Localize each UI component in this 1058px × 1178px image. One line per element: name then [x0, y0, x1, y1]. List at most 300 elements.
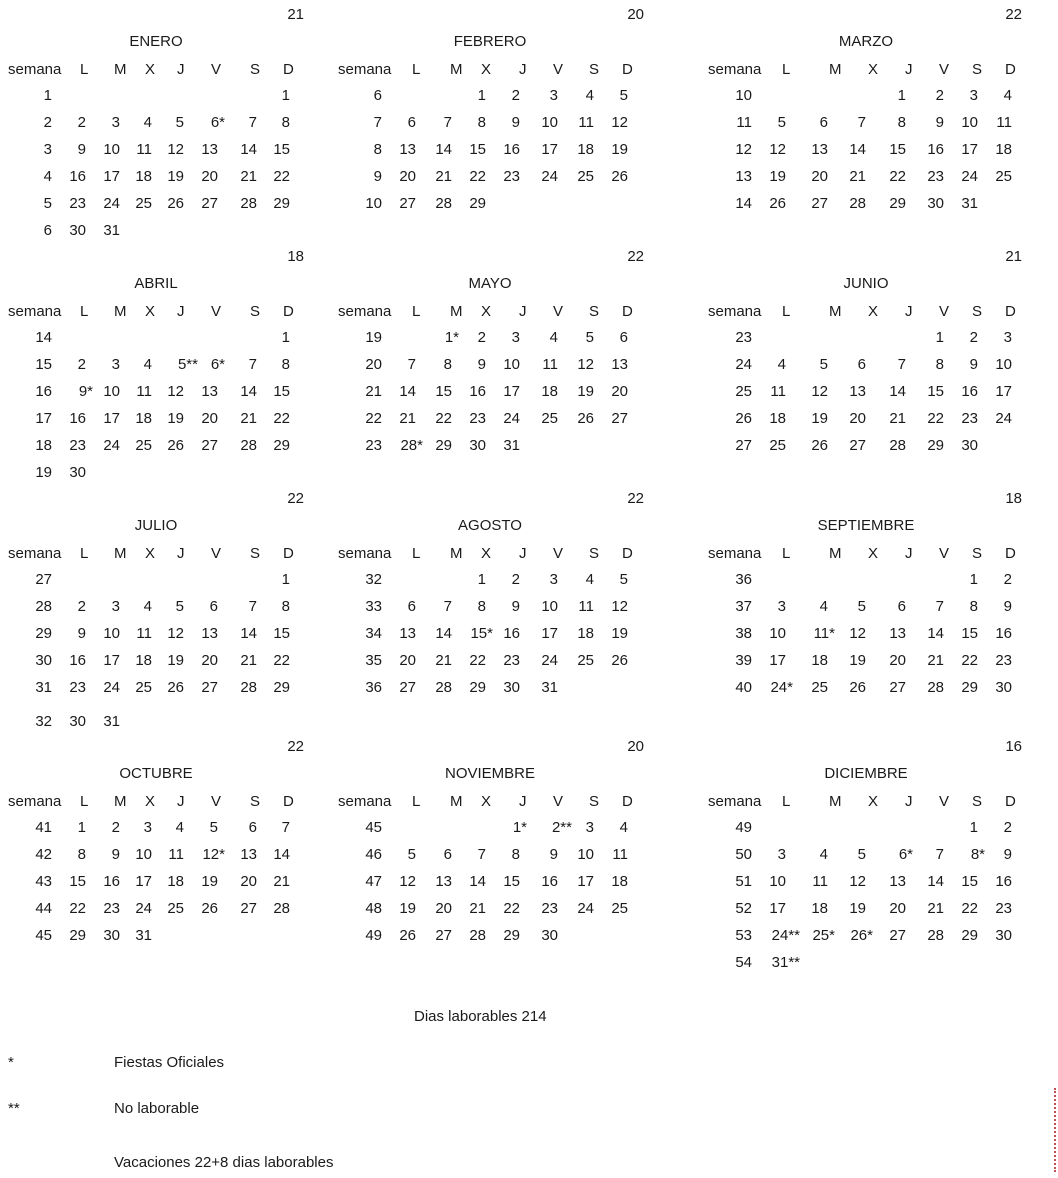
day-cell: 23	[69, 679, 86, 696]
day-cell: 17	[541, 141, 558, 158]
week-number: 54	[735, 954, 752, 971]
month-workday-count: 22	[287, 738, 304, 755]
week-number: 27	[735, 437, 752, 454]
day-cell: 12	[167, 625, 184, 642]
day-cell: 14	[889, 383, 906, 400]
day-cell: 27	[889, 927, 906, 944]
week-number: 10	[365, 195, 382, 212]
day-cell: 1	[897, 87, 906, 104]
day-cell: 19	[577, 383, 594, 400]
day-cell: 28	[240, 437, 257, 454]
day-cell: 16	[103, 873, 120, 890]
day-cell: 4	[175, 819, 184, 836]
day-cell: 17	[577, 873, 594, 890]
day-cell: 11	[996, 114, 1012, 131]
day-cell: 26	[769, 195, 786, 212]
day-cell: 25	[135, 437, 152, 454]
day-cell: 10	[769, 625, 786, 642]
day-cell: 16	[927, 141, 944, 158]
header-day-v: V	[211, 303, 222, 320]
day-cell: 18	[167, 873, 184, 890]
day-cell: 13	[399, 625, 416, 642]
day-cell: 9*	[78, 383, 93, 400]
week-number: 13	[735, 168, 752, 185]
day-cell: 5	[175, 114, 184, 131]
day-cell: 21	[399, 410, 416, 427]
day-cell: 15	[927, 383, 944, 400]
day-cell: 28	[469, 927, 486, 944]
day-cell: 25	[769, 437, 786, 454]
day-cell: 24	[103, 437, 120, 454]
day-cell: 1	[477, 87, 486, 104]
day-cell: 10	[769, 873, 786, 890]
week-number: 42	[35, 846, 52, 863]
day-cell: 16	[69, 410, 86, 427]
header-day-v: V	[211, 545, 222, 562]
day-cell: 18	[541, 383, 558, 400]
day-cell: 20	[849, 410, 866, 427]
month-agosto	[330, 484, 670, 724]
header-semana: semana	[8, 61, 62, 78]
header-day-d: D	[283, 793, 294, 810]
header-semana: semana	[338, 545, 392, 562]
day-cell: 27	[201, 437, 218, 454]
header-semana: semana	[708, 545, 762, 562]
day-cell: 16	[503, 141, 520, 158]
day-cell: 20	[611, 383, 628, 400]
week-number: 18	[35, 437, 52, 454]
week-number: 52	[735, 900, 752, 917]
day-cell: 18	[577, 141, 594, 158]
day-cell: 21	[240, 410, 257, 427]
day-cell: 13	[889, 873, 906, 890]
day-cell: 30	[103, 927, 120, 944]
header-day-s: S	[250, 793, 261, 810]
day-cell: 16	[69, 168, 86, 185]
day-cell: 22	[273, 168, 290, 185]
week-number: 45	[35, 927, 52, 944]
header-day-d: D	[1005, 545, 1016, 562]
day-cell: 22	[961, 652, 978, 669]
day-cell: 8	[77, 846, 86, 863]
day-cell: 13	[201, 625, 218, 642]
day-cell: 9	[511, 114, 520, 131]
day-cell: 9	[1003, 598, 1012, 615]
day-cell: 3	[777, 846, 786, 863]
day-cell: 14	[399, 383, 416, 400]
header-day-d: D	[283, 61, 294, 78]
day-cell: 2	[1003, 571, 1012, 588]
header-day-j: J	[905, 545, 913, 562]
day-cell: 11	[578, 114, 594, 131]
week-number: 12	[735, 141, 752, 158]
day-cell: 11	[136, 383, 152, 400]
day-cell: 16	[541, 873, 558, 890]
month-name: AGOSTO	[458, 517, 522, 534]
week-number: 6	[43, 222, 52, 239]
day-cell: 3	[111, 114, 120, 131]
day-cell: 29	[69, 927, 86, 944]
header-semana: semana	[708, 303, 762, 320]
day-cell: 3	[111, 356, 120, 373]
day-cell: 1	[281, 329, 290, 346]
header-day-j: J	[905, 61, 913, 78]
day-cell: 10	[103, 625, 120, 642]
header-day-s: S	[250, 303, 261, 320]
day-cell: 22	[469, 168, 486, 185]
header-day-x: X	[868, 303, 879, 320]
week-number: 11	[736, 114, 752, 131]
day-cell: 9	[935, 114, 944, 131]
day-cell: 4	[619, 819, 628, 836]
day-cell: 29	[435, 437, 452, 454]
day-cell: 18	[577, 625, 594, 642]
day-cell: 30	[961, 437, 978, 454]
day-cell: 13	[889, 625, 906, 642]
week-number: 14	[35, 329, 52, 346]
day-cell: 22	[469, 652, 486, 669]
day-cell: 9	[477, 356, 486, 373]
day-cell: 15	[889, 141, 906, 158]
day-cell: 14	[435, 141, 452, 158]
header-semana: semana	[8, 545, 62, 562]
month-name: ENERO	[129, 33, 183, 50]
day-cell: 14	[927, 625, 944, 642]
day-cell: 9	[549, 846, 558, 863]
month-name: ABRIL	[134, 275, 178, 292]
day-cell: 25	[577, 652, 594, 669]
day-cell: 18	[135, 652, 152, 669]
month-name: DICIEMBRE	[824, 765, 908, 782]
header-day-d: D	[622, 545, 633, 562]
day-cell: 20	[201, 652, 218, 669]
day-cell: 4	[819, 846, 828, 863]
day-cell: 30	[503, 679, 520, 696]
day-cell: 15	[69, 873, 86, 890]
week-number: 40	[735, 679, 752, 696]
day-cell: 23	[469, 410, 486, 427]
day-cell: 9	[511, 598, 520, 615]
day-cell: 1	[935, 329, 944, 346]
week-number: 8	[373, 141, 382, 158]
day-cell: 21	[435, 652, 452, 669]
header-day-m: M	[829, 545, 842, 562]
day-cell: 13	[435, 873, 452, 890]
day-cell: 6	[857, 356, 866, 373]
day-cell: 23	[961, 410, 978, 427]
day-cell: 2	[477, 329, 486, 346]
month-name: FEBRERO	[453, 33, 527, 50]
header-day-d: D	[283, 545, 294, 562]
day-cell: 11	[612, 846, 628, 863]
day-cell: 5	[819, 356, 828, 373]
header-day-j: J	[905, 303, 913, 320]
day-cell: 8	[281, 598, 290, 615]
month-abril	[0, 242, 340, 482]
day-cell: 10	[541, 598, 558, 615]
day-cell: 13	[240, 846, 257, 863]
week-number: 47	[365, 873, 382, 890]
header-day-d: D	[283, 303, 294, 320]
day-cell: 10	[135, 846, 152, 863]
day-cell: 25	[611, 900, 628, 917]
header-day-m: M	[450, 61, 463, 78]
week-number: 3	[43, 141, 52, 158]
day-cell: 16	[961, 383, 978, 400]
day-cell: 1	[77, 819, 86, 836]
header-day-d: D	[622, 793, 633, 810]
day-cell: 7	[248, 356, 257, 373]
day-cell: 24	[103, 679, 120, 696]
day-cell: 26	[611, 168, 628, 185]
week-number: 38	[735, 625, 752, 642]
day-cell: 12	[577, 356, 594, 373]
day-cell: 3	[585, 819, 594, 836]
day-cell: 31	[103, 222, 120, 239]
day-cell: 17	[503, 383, 520, 400]
week-number: 36	[735, 571, 752, 588]
day-cell: 6	[209, 598, 218, 615]
week-number: 36	[365, 679, 382, 696]
day-cell: 8	[969, 598, 978, 615]
day-cell: 26	[201, 900, 218, 917]
dotted-margin-line	[1054, 1088, 1056, 1172]
day-cell: 19	[849, 652, 866, 669]
day-cell: 25	[541, 410, 558, 427]
day-cell: 19	[769, 168, 786, 185]
day-cell: 10	[103, 383, 120, 400]
month-noviembre	[330, 732, 670, 972]
day-cell: 15	[273, 383, 290, 400]
day-cell: 2	[511, 571, 520, 588]
day-cell: 14	[435, 625, 452, 642]
day-cell: 13	[849, 383, 866, 400]
week-number: 51	[735, 873, 752, 890]
day-cell: 26	[167, 437, 184, 454]
day-cell: 9	[77, 625, 86, 642]
day-cell: 22	[503, 900, 520, 917]
month-workday-count: 20	[627, 6, 644, 23]
day-cell: 6	[819, 114, 828, 131]
month-workday-count: 22	[1005, 6, 1022, 23]
header-day-j: J	[519, 545, 527, 562]
day-cell: 19	[811, 410, 828, 427]
day-cell: 23	[503, 168, 520, 185]
day-cell: 8	[511, 846, 520, 863]
day-cell: 25	[135, 195, 152, 212]
day-cell: 14	[849, 141, 866, 158]
day-cell: 1*	[444, 329, 459, 346]
day-cell: 18	[135, 168, 152, 185]
week-number: 29	[35, 625, 52, 642]
day-cell: 8	[443, 356, 452, 373]
week-number: 7	[373, 114, 382, 131]
day-cell: 20	[240, 873, 257, 890]
header-day-v: V	[553, 303, 564, 320]
week-number: 48	[365, 900, 382, 917]
day-cell: 9	[969, 356, 978, 373]
day-cell: 24	[961, 168, 978, 185]
header-day-m: M	[829, 793, 842, 810]
day-cell: 11*	[813, 625, 835, 642]
day-cell: 28	[240, 679, 257, 696]
header-semana: semana	[708, 61, 762, 78]
day-cell: 23	[927, 168, 944, 185]
day-cell: 14	[240, 383, 257, 400]
day-cell: 21	[273, 873, 290, 890]
day-cell: 12	[769, 141, 786, 158]
day-cell: 2	[111, 819, 120, 836]
vacaciones-note: Vacaciones 22+8 dias laborables	[114, 1154, 334, 1171]
day-cell: 1	[969, 819, 978, 836]
week-number: 32	[365, 571, 382, 588]
month-febrero	[330, 0, 670, 240]
header-day-j: J	[177, 793, 185, 810]
day-cell: 10	[995, 356, 1012, 373]
header-day-x: X	[868, 793, 879, 810]
header-day-m: M	[114, 793, 127, 810]
header-day-j: J	[519, 793, 527, 810]
day-cell: 9	[111, 846, 120, 863]
header-day-l: L	[782, 793, 791, 810]
header-day-l: L	[412, 545, 421, 562]
day-cell: 31	[135, 927, 152, 944]
month-workday-count: 18	[1005, 490, 1022, 507]
month-workday-count: 18	[287, 248, 304, 265]
header-day-l: L	[80, 303, 89, 320]
week-number: 49	[365, 927, 382, 944]
week-number: 46	[365, 846, 382, 863]
day-cell: 26*	[850, 927, 873, 944]
day-cell: 26	[167, 679, 184, 696]
header-day-s: S	[972, 545, 983, 562]
day-cell: 20	[889, 900, 906, 917]
day-cell: 28	[927, 679, 944, 696]
day-cell: 26	[811, 437, 828, 454]
week-number: 30	[35, 652, 52, 669]
day-cell: 11	[136, 625, 152, 642]
day-cell: 15	[961, 873, 978, 890]
day-cell: 7	[935, 846, 944, 863]
day-cell: 8	[897, 114, 906, 131]
header-semana: semana	[8, 303, 62, 320]
day-cell: 5	[585, 329, 594, 346]
header-day-m: M	[114, 545, 127, 562]
month-octubre	[0, 732, 340, 972]
day-cell: 1	[477, 571, 486, 588]
dias-laborables: Dias laborables 214	[414, 1008, 547, 1025]
week-number: 20	[365, 356, 382, 373]
month-name: MARZO	[838, 33, 894, 50]
week-number: 24	[735, 356, 752, 373]
day-cell: 12	[611, 598, 628, 615]
day-cell: 26	[577, 410, 594, 427]
day-cell: 10	[577, 846, 594, 863]
day-cell: 30	[995, 927, 1012, 944]
day-cell: 31	[541, 679, 558, 696]
day-cell: 9	[77, 141, 86, 158]
day-cell: 31	[961, 195, 978, 212]
month-workday-count: 22	[287, 490, 304, 507]
day-cell: 21	[849, 168, 866, 185]
week-number: 1	[43, 87, 52, 104]
header-day-v: V	[211, 793, 222, 810]
week-number: 39	[735, 652, 752, 669]
day-cell: 2	[935, 87, 944, 104]
header-day-v: V	[939, 545, 950, 562]
day-cell: 11	[578, 598, 594, 615]
day-cell: 4	[143, 356, 152, 373]
day-cell: 21	[240, 168, 257, 185]
day-cell: 25	[577, 168, 594, 185]
day-cell: 12	[811, 383, 828, 400]
legend-text-no-laborable: No laborable	[114, 1100, 200, 1117]
header-day-x: X	[145, 545, 156, 562]
week-number: 19	[35, 464, 52, 481]
day-cell: 14	[927, 873, 944, 890]
day-cell: 20	[889, 652, 906, 669]
header-semana: semana	[338, 61, 392, 78]
day-cell: 19	[611, 141, 628, 158]
day-cell: 22	[889, 168, 906, 185]
day-cell: 3	[1003, 329, 1012, 346]
header-day-d: D	[1005, 793, 1016, 810]
header-semana: semana	[338, 793, 392, 810]
day-cell: 29	[273, 195, 290, 212]
header-day-s: S	[589, 303, 600, 320]
week-number: 33	[365, 598, 382, 615]
day-cell: 26	[167, 195, 184, 212]
month-junio	[700, 242, 1040, 482]
day-cell: 6	[407, 598, 416, 615]
day-cell: 29	[469, 195, 486, 212]
day-cell: 13	[201, 141, 218, 158]
day-cell: 2	[1003, 819, 1012, 836]
day-cell: 8*	[970, 846, 985, 863]
day-cell: 16	[69, 652, 86, 669]
day-cell: 31	[103, 713, 120, 730]
day-cell: 29	[961, 927, 978, 944]
header-day-j: J	[519, 303, 527, 320]
header-day-j: J	[177, 545, 185, 562]
header-semana: semana	[708, 793, 762, 810]
day-cell: 1*	[512, 819, 527, 836]
day-cell: 4	[777, 356, 786, 373]
day-cell: 17	[769, 652, 786, 669]
week-number: 9	[373, 168, 382, 185]
day-cell: 3	[511, 329, 520, 346]
header-day-s: S	[972, 793, 983, 810]
day-cell: 15	[961, 625, 978, 642]
day-cell: 8	[281, 114, 290, 131]
day-cell: 17	[135, 873, 152, 890]
legend-symbol-no-laborable: **	[8, 1100, 20, 1117]
day-cell: 23	[541, 900, 558, 917]
week-number: 41	[35, 819, 52, 836]
header-day-v: V	[553, 61, 564, 78]
month-diciembre	[700, 732, 1040, 972]
day-cell: 19	[167, 652, 184, 669]
day-cell: 20	[435, 900, 452, 917]
legend-symbol-fiestas: *	[8, 1054, 14, 1071]
week-number: 35	[365, 652, 382, 669]
day-cell: 18	[811, 900, 828, 917]
day-cell: 7	[248, 114, 257, 131]
header-day-v: V	[553, 793, 564, 810]
month-name: OCTUBRE	[119, 765, 193, 782]
week-number: 27	[35, 571, 52, 588]
month-workday-count: 16	[1005, 738, 1022, 755]
